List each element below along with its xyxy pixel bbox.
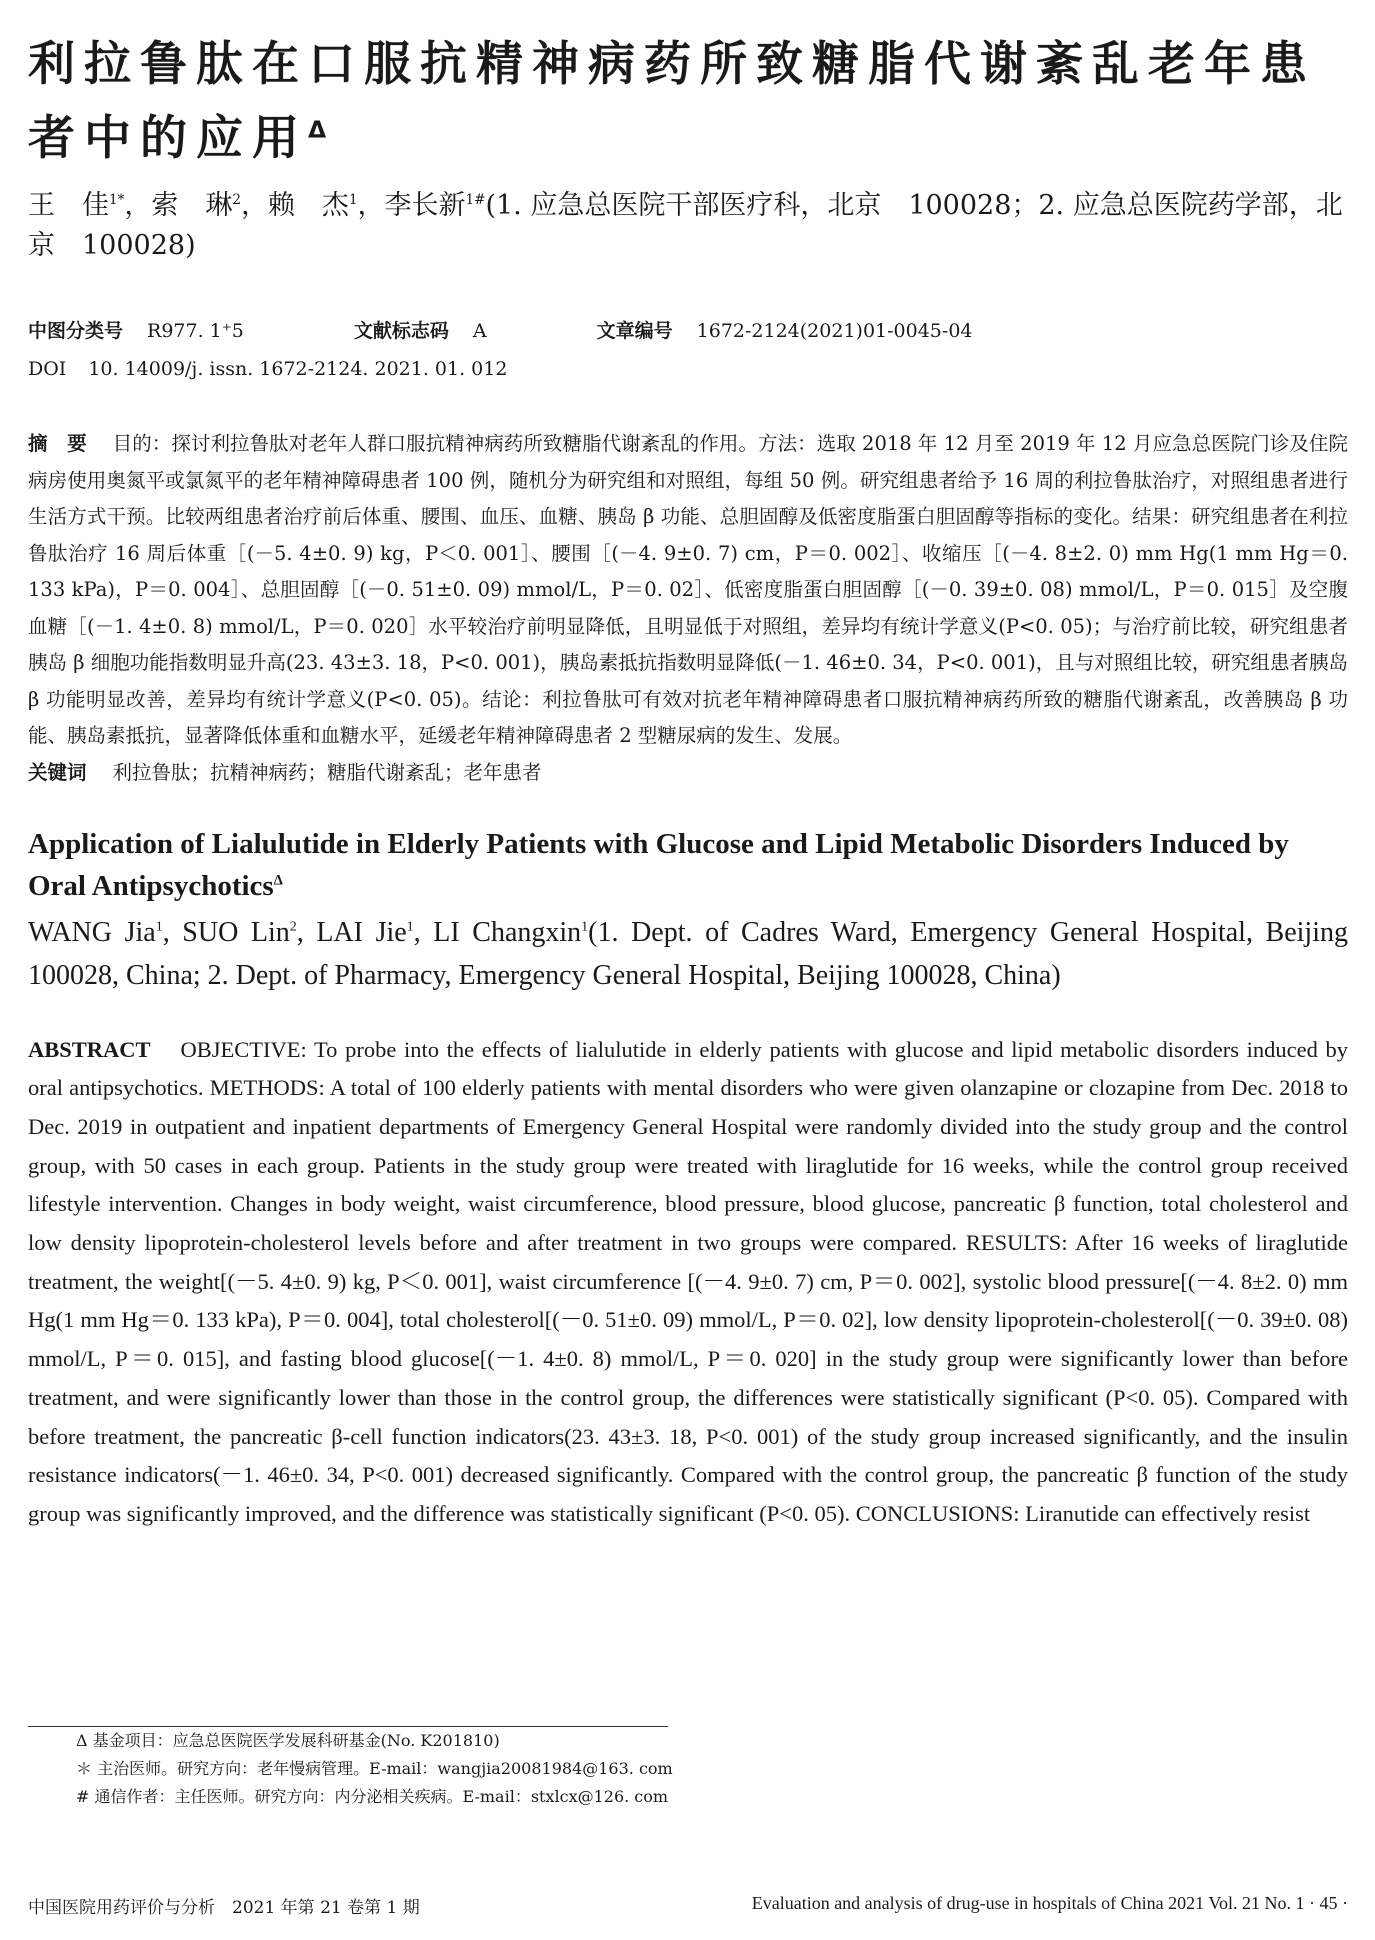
- abstract-en-label: ABSTRACT: [28, 1036, 151, 1062]
- doi-value[interactable]: 10. 14009/j. issn. 1672-2124. 2021. 01. 012: [88, 358, 508, 380]
- doc-code-value: A: [472, 320, 487, 342]
- author-cn-sup: 2: [232, 192, 241, 208]
- abstract-cn-label: 摘 要: [28, 432, 87, 455]
- doc-code-label: 文献标志码: [353, 320, 449, 342]
- abstract-cn: [28, 426, 1348, 755]
- author-cn: ，赖 杰: [240, 190, 349, 221]
- abstract-en-text: OBJECTIVE: To probe into the effects of lialulutide in elderly patients with glucose and lipid metabolic disorders induced by oral antipsychotics. METHODS: A total of 100 elderly patients with mental disorders who were given olanzapine or clozapine from Dec. 2018 to Dec. 2019 in outpatient and inpatient departments of Emergency General Hospital were randomly divided into the study group and the control group, with 50 cases in each group. Patients in the study group were treated with liraglutide for 16 weeks, while the control group received lifestyle intervention. Changes in body weight, waist circumference, blood pressure, blood glucose, pancreatic β function, total cholesterol and low density lipoprotein-cholesterol levels before and after treatment in two groups were compared. RESULTS: After 16 weeks of liraglutide treatment, the weight[(－5. 4±0. 9) kg, P＜0. 001], waist circumference [(－4. 9±0. 7) cm, P＝0. 002], systolic blood pressure[(－4. 8±2. 0) mm Hg(1 mm Hg＝0. 133 kPa), P＝0. 004], total cholesterol[(－0. 51±0. 09) mmol/L, P＝0. 02], low density lipoprotein-cholesterol[(－0. 39±0. 08) mmol/L, P＝0. 015], and fasting blood glucose[(－1. 4±0. 8) mmol/L, P＝0. 020] in the study group were significantly lower than before treatment, and were significantly lower than those in the control group, the differences were statistically significant (P<0. 05). Compared with before treatment, the pancreatic β-cell function indicators(23. 43±3. 18, P<0. 001) of the study group increased significantly, and the insulin resistance indicators(－1. 46±0. 34, P<0. 001) decreased significantly. Compared with the control group, the pancreatic β function of the study group was significantly improved, and the difference was statistically significant (P<0. 05). CONCLUSIONS: Liranutide can effectively resist: [28, 1036, 1348, 1526]
- affiliation-en: (1. Dept. of Cadres Ward, Emergency General Hospital, Beijing 100028, China; 2. Dept. of Pharmacy, Emergency General Hospital, Beijing 100028, China): [28, 916, 1348, 991]
- footnote-fund: Δ 基金项目：应急总医院医学发展科研基金(No. K201810): [76, 1731, 500, 1750]
- author-en-sup: 1: [406, 919, 414, 935]
- article-title-cn: [28, 28, 1348, 176]
- author-cn-sup: 1: [348, 192, 358, 208]
- footnote-first-author: ＊ 主治医师。研究方向：老年慢病管理。E-mail：wangjia20081984@163. com: [76, 1759, 673, 1778]
- article-page: [28, 28, 1348, 1534]
- title-en-fund-mark: Δ: [273, 871, 283, 888]
- doi-label: DOI: [28, 358, 67, 380]
- title-cn-text: 利拉鲁肽在口服抗精神病药所致糖脂代谢紊乱老年患者中的应用: [28, 37, 1316, 166]
- footer-journal-en: Evaluation and analysis of drug-use in hospitals of China 2021 Vol. 21 No. 1 · 45 ·: [751, 1893, 1348, 1913]
- article-no-value: 1672-2124(2021)01-0045-04: [696, 320, 973, 342]
- article-meta: [28, 312, 1348, 388]
- abstract-en: [28, 1031, 1348, 1534]
- author-en: , LAI Jie: [296, 916, 407, 948]
- author-en-sup: 2: [289, 919, 297, 935]
- article-title-en: [28, 823, 1348, 907]
- author-en: WANG Jia: [28, 916, 156, 948]
- page-footer: [28, 1893, 1348, 1918]
- author-cn-sup: 1*: [109, 192, 125, 208]
- author-cn-sup: 1#: [465, 192, 486, 208]
- author-cn: ，李长新: [357, 190, 466, 221]
- author-en-sup: 1: [581, 919, 589, 935]
- article-no-label: 文章编号: [596, 320, 673, 342]
- clc-value: R977. 1⁺5: [147, 320, 244, 342]
- clc-label: 中图分类号: [28, 320, 124, 342]
- authors-en: [28, 911, 1348, 997]
- author-en-sup: 1: [155, 919, 163, 935]
- footer-journal-cn: 中国医院用药评价与分析 2021 年第 21 卷第 1 期: [28, 1898, 420, 1918]
- affiliation-cn: (1. 应急总医院干部医疗科，北京 100028；2. 应急总医院药学部，北京 100028): [28, 190, 1343, 261]
- keywords-cn-label: 关键词: [28, 760, 87, 784]
- title-fund-mark: Δ: [308, 115, 336, 144]
- keywords-cn-text: 利拉鲁肽；抗精神病药；糖脂代谢紊乱；老年患者: [112, 760, 542, 784]
- footnote-corresponding-author: # 通信作者：主任医师。研究方向：内分泌相关疾病。E-mail：stxlcx@126. com: [76, 1787, 669, 1806]
- abstract-cn-text: 目的：探讨利拉鲁肽对老年人群口服抗精神病药所致糖脂代谢紊乱的作用。方法：选取 2018 年 12 月至 2019 年 12 月应急总医院门诊及住院病房使用奥氮平或氯氮平的老年精神障碍患者 100 例，随机分为研究组和对照组，每组 50 例。研究组患者给予 16 周的利拉鲁肽治疗，对照组患者进行生活方式干预。比较两组患者治疗前后体重、腰围、血压、血糖、胰岛 β 功能、总胆固醇及低密度脂蛋白胆固醇等指标的变化。结果：研究组患者在利拉鲁肽治疗 16 周后体重［(－5. 4±0. 9) kg，P＜0. 001］、腰围［(－4. 9±0. 7) cm，P＝0. 002］、收缩压［(－4. 8±2. 0) mm Hg(1 mm Hg＝0. 133 kPa)，P＝0. 004］、总胆固醇［(－0. 51±0. 09) mmol/L，P＝0. 02］、低密度脂蛋白胆固醇［(－0. 39±0. 08) mmol/L，P＝0. 015］及空腹血糖［(－1. 4±0. 8) mmol/L，P＝0. 020］水平较治疗前明显降低，且明显低于对照组，差异均有统计学意义(P<0. 05)；与治疗前比较，研究组患者胰岛 β 细胞功能指数明显升高(23. 43±3. 18，P<0. 001)，胰岛素抵抗指数明显降低(－1. 46±0. 34，P<0. 001)，且与对照组比较，研究组患者胰岛 β 功能明显改善，差异均有统计学意义(P<0. 05)。结论：利拉鲁肽可有效对抗老年精神障碍患者口服抗精神病药所致的糖脂代谢紊乱，改善胰岛 β 功能、胰岛素抵抗，显著降低体重和血糖水平，延缓老年精神障碍患者 2 型糖尿病的发生、发展。: [28, 432, 1348, 747]
- keywords-cn: [28, 755, 1348, 791]
- authors-cn: [28, 186, 1348, 266]
- author-cn: ，索 琳: [124, 190, 233, 221]
- title-en-text: Application of Lialulutide in Elderly Patients with Glucose and Lipid Metabolic Disorders Induced by Oral Antipsychotics: [28, 827, 1289, 902]
- author-cn: 王 佳: [28, 190, 109, 221]
- author-en: , LI Changxin: [413, 916, 582, 948]
- author-en: , SUO Lin: [162, 916, 290, 948]
- footnotes: [28, 1726, 1348, 1811]
